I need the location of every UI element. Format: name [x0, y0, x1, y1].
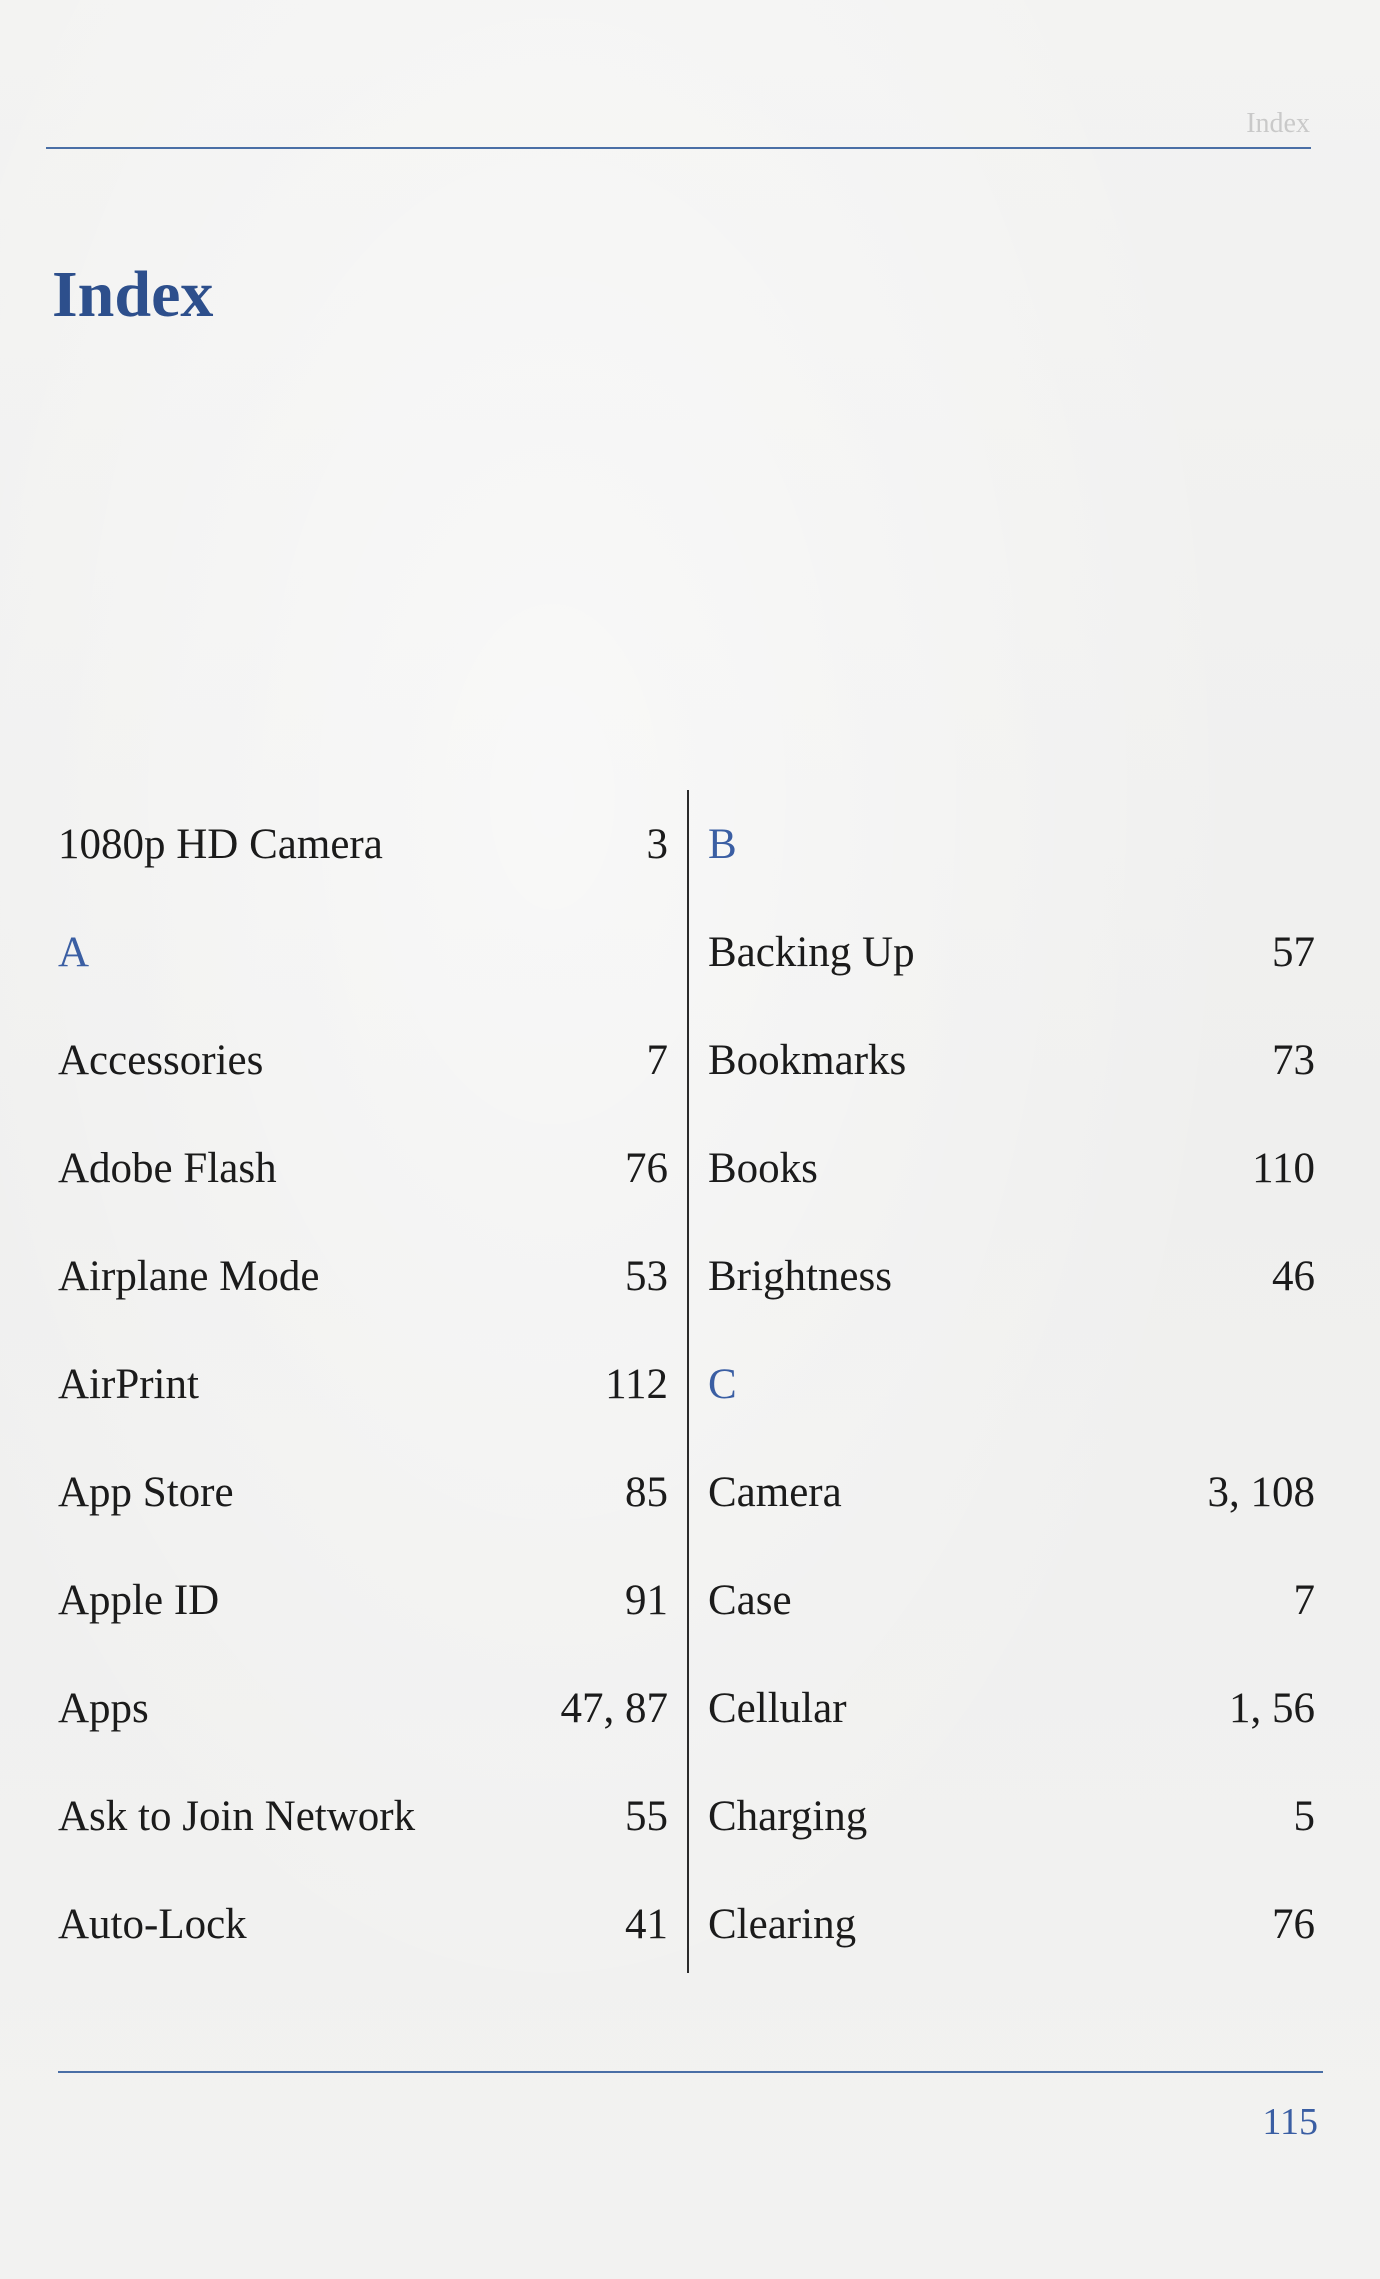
index-entry	[58, 805, 668, 913]
index-entry	[708, 1021, 1315, 1129]
letter-heading: C	[708, 1361, 737, 1408]
index-entry	[58, 1129, 668, 1237]
index-entry	[708, 1129, 1315, 1237]
index-column-right	[708, 805, 1315, 1993]
letter-heading: A	[58, 929, 90, 976]
index-entry	[58, 1345, 668, 1453]
entry-term: Airplane Mode	[58, 1253, 320, 1300]
entry-term: AirPrint	[58, 1361, 199, 1408]
entry-page: 5	[1293, 1793, 1315, 1840]
entry-page: 85	[625, 1469, 668, 1516]
bottom-rule	[58, 2071, 1323, 2073]
index-entry	[58, 1885, 668, 1993]
entry-term: Auto-Lock	[58, 1901, 247, 1948]
entry-term: Case	[708, 1577, 792, 1624]
index-entry	[708, 1453, 1315, 1561]
index-entry	[58, 1453, 668, 1561]
entry-term: 1080p HD Camera	[58, 821, 383, 868]
index-entry	[708, 1777, 1315, 1885]
entry-page: 112	[605, 1361, 668, 1408]
entry-page: 57	[1272, 929, 1315, 976]
index-entry	[708, 1669, 1315, 1777]
top-rule	[46, 147, 1311, 149]
entry-page: 46	[1272, 1253, 1315, 1300]
entry-page: 110	[1252, 1145, 1315, 1192]
letter-heading: B	[708, 821, 737, 868]
entry-page: 1, 56	[1229, 1685, 1315, 1732]
entry-page: 3	[646, 821, 668, 868]
entry-page: 73	[1272, 1037, 1315, 1084]
entry-term: Ask to Join Network	[58, 1793, 416, 1840]
entry-term: Brightness	[708, 1253, 892, 1300]
page-title: Index	[52, 258, 214, 331]
entry-term: Adobe Flash	[58, 1145, 277, 1192]
entry-page: 47, 87	[560, 1685, 668, 1732]
letter-heading-b	[708, 805, 1315, 913]
entry-term: Clearing	[708, 1901, 857, 1948]
entry-term: Camera	[708, 1469, 842, 1516]
index-entry	[58, 1669, 668, 1777]
entry-page: 41	[625, 1901, 668, 1948]
index-entry	[58, 1237, 668, 1345]
page-number: 115	[1262, 2101, 1318, 2143]
entry-term: Backing Up	[708, 929, 915, 976]
entry-term: Apple ID	[58, 1577, 220, 1624]
index-entry	[58, 1777, 668, 1885]
entry-page: 7	[646, 1037, 668, 1084]
index-entry	[708, 913, 1315, 1021]
entry-page: 55	[625, 1793, 668, 1840]
letter-heading-a	[58, 913, 668, 1021]
entry-term: App Store	[58, 1469, 234, 1516]
index-entry	[58, 1021, 668, 1129]
index-entry	[708, 1885, 1315, 1993]
entry-page: 7	[1293, 1577, 1315, 1624]
index-entry	[708, 1237, 1315, 1345]
entry-term: Bookmarks	[708, 1037, 907, 1084]
entry-term: Cellular	[708, 1685, 847, 1732]
index-entry	[58, 1561, 668, 1669]
entry-page: 76	[1272, 1901, 1315, 1948]
letter-heading-c	[708, 1345, 1315, 1453]
column-divider	[687, 790, 689, 1973]
entry-term: Books	[708, 1145, 818, 1192]
entry-term: Charging	[708, 1793, 868, 1840]
entry-page: 53	[625, 1253, 668, 1300]
entry-page: 91	[625, 1577, 668, 1624]
running-head: Index	[1246, 108, 1310, 139]
entry-page: 76	[625, 1145, 668, 1192]
entry-term: Accessories	[58, 1037, 264, 1084]
entry-page: 3, 108	[1207, 1469, 1315, 1516]
index-entry	[708, 1561, 1315, 1669]
index-column-left	[58, 805, 668, 1993]
entry-term: Apps	[58, 1685, 149, 1732]
